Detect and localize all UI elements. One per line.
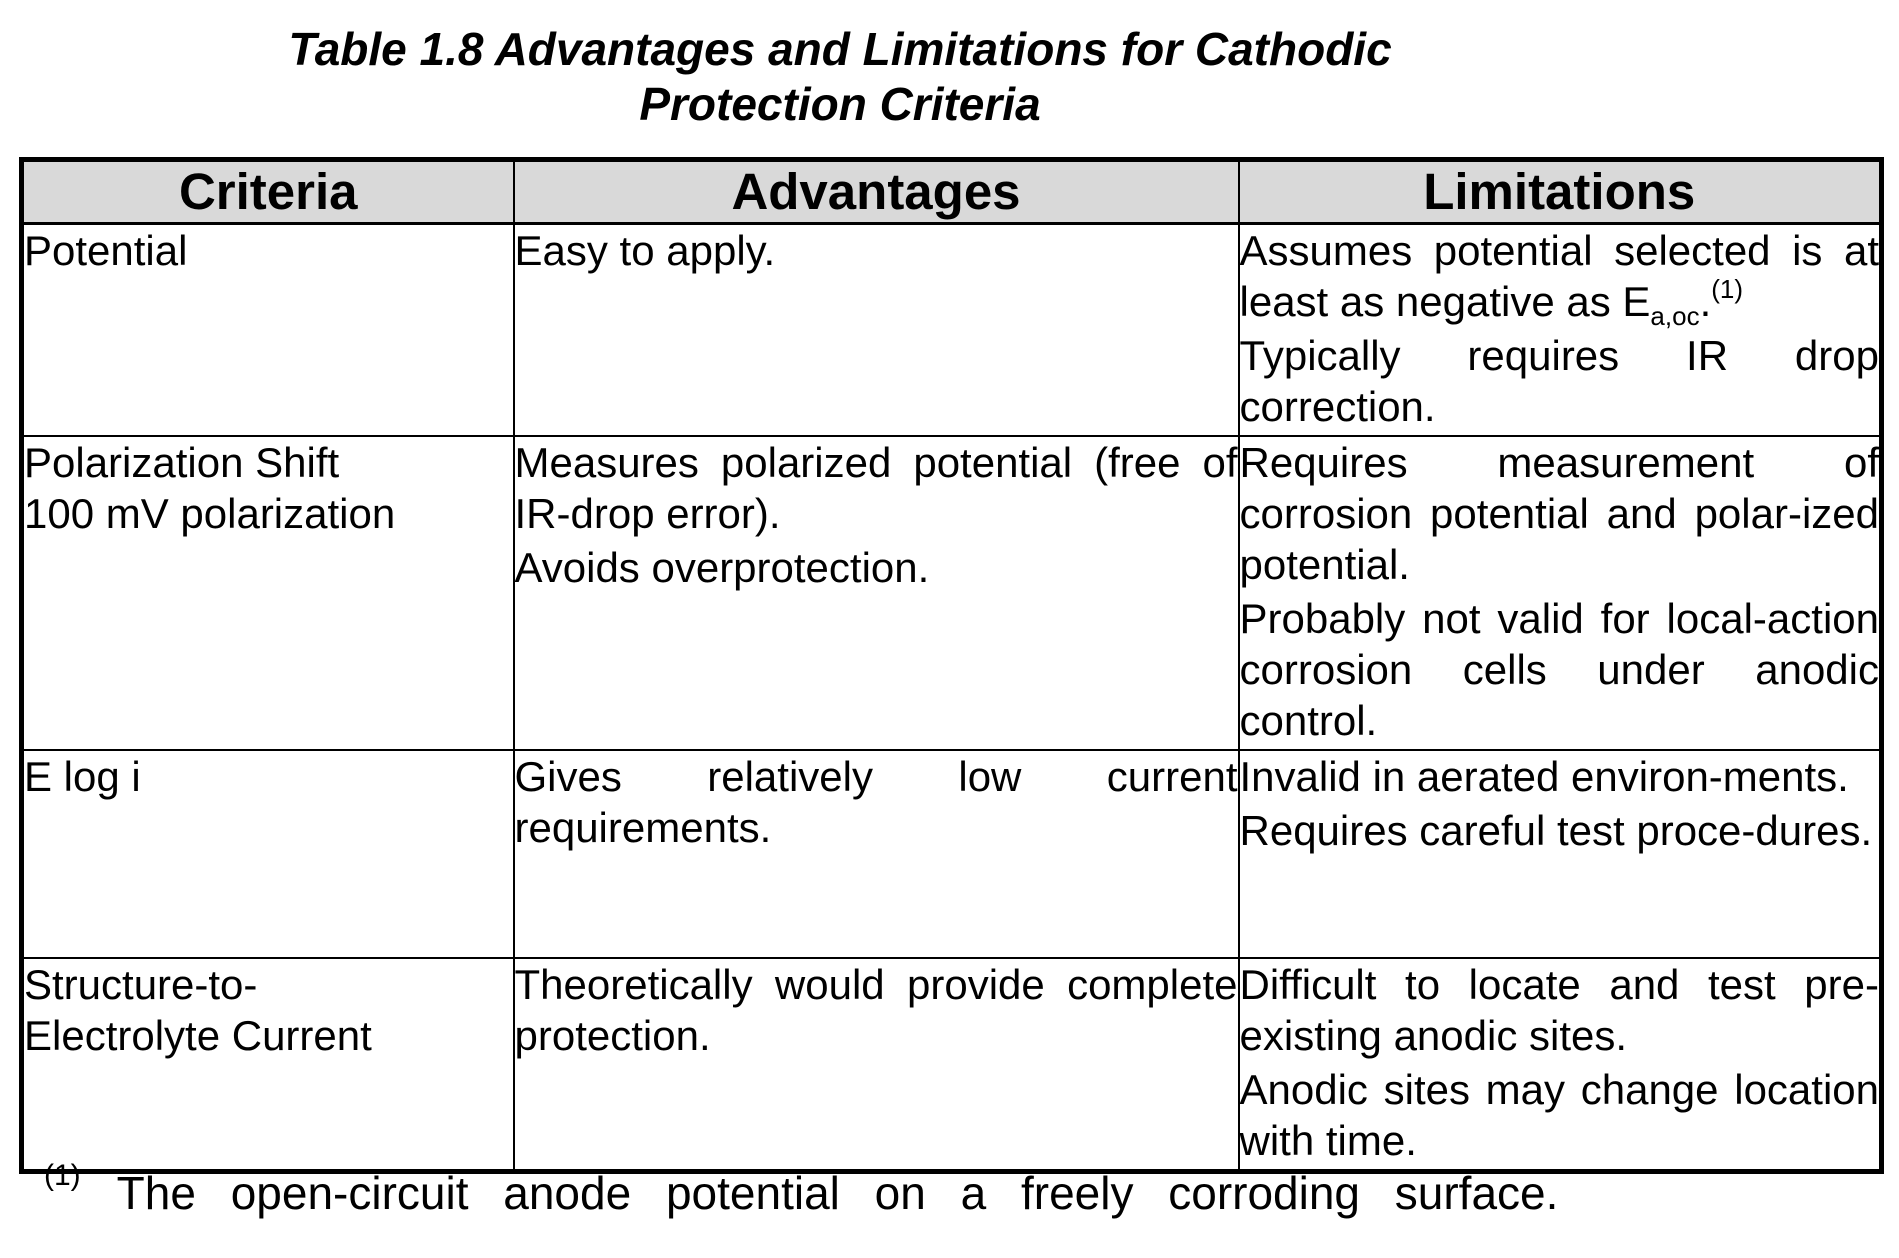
limitation-text xyxy=(1239,225,1880,331)
table-header-row xyxy=(22,160,1882,224)
limitations-cell xyxy=(1239,750,1882,958)
criteria-cell xyxy=(22,436,514,750)
criteria-cell xyxy=(22,750,514,958)
header-criteria: Criteria xyxy=(22,160,514,224)
table-title-line-2: Protection Criteria xyxy=(639,78,1041,130)
criteria-text: Structure-to- xyxy=(24,961,258,1008)
footnote-reference: (1) xyxy=(1711,274,1744,304)
limitation-text: Typically requires IR drop correction. xyxy=(1239,332,1879,430)
table-row-structure-to-electrolyte-current xyxy=(22,958,1882,1172)
limitation-text: Probably not valid for local-action corrosion cells under anodic control. xyxy=(1239,595,1879,744)
footnote-text: The open-circuit anode potential on a freely corroding surface. xyxy=(116,1167,1559,1219)
table-title-line-1: Table 1.8 Advantages and Limitations for Cathodic xyxy=(288,23,1392,75)
limitation-text: Anodic sites may change location with time. xyxy=(1239,1066,1879,1164)
limitation-text-period: . xyxy=(1699,278,1712,325)
criteria-text: Polarization Shift xyxy=(24,439,340,486)
table-row-e-log-i xyxy=(22,750,1882,958)
table-row-polarization-shift xyxy=(22,436,1882,750)
criteria-text: Potential xyxy=(24,227,188,274)
limitations-cell xyxy=(1239,224,1882,437)
subscript-aoc: a,oc xyxy=(1650,301,1700,331)
advantage-text: Measures polarized potential (free of IR-drop error). xyxy=(514,439,1238,537)
limitation-text: Requires measurement of corrosion potential and polar-ized potential. xyxy=(1239,439,1879,588)
criteria-cell xyxy=(22,958,514,1172)
criteria-text: 100 mV polarization xyxy=(24,490,396,537)
criteria-text: Electrolyte Current xyxy=(24,1012,372,1059)
advantages-cell xyxy=(514,224,1239,437)
limitation-text: Requires careful test proce-dures. xyxy=(1239,807,1873,854)
advantage-text: Easy to apply. xyxy=(514,227,776,274)
table-title xyxy=(0,22,1680,132)
limitation-text: Invalid in aerated environ-ments. xyxy=(1239,753,1849,800)
header-limitations: Limitations xyxy=(1239,160,1882,224)
advantages-cell xyxy=(514,436,1239,750)
limitations-cell xyxy=(1239,436,1882,750)
table-row-potential xyxy=(22,224,1882,437)
advantages-cell xyxy=(514,958,1239,1172)
limitation-text-main: Assumes potential selected is at least as negative as E xyxy=(1239,227,1879,325)
advantage-text: Avoids overprotection. xyxy=(514,544,930,591)
limitations-cell xyxy=(1239,958,1882,1172)
criteria-table xyxy=(19,157,1884,1174)
limitation-text: Difficult to locate and test pre-existing anodic sites. xyxy=(1239,961,1879,1059)
advantage-text: Gives relatively low current requirements. xyxy=(514,753,1238,851)
footnote-mark: (1) xyxy=(44,1159,81,1192)
advantages-cell xyxy=(514,750,1239,958)
advantage-text: Theoretically would provide complete protection. xyxy=(514,961,1238,1059)
footnote xyxy=(44,1159,1644,1227)
criteria-text: E log i xyxy=(24,753,141,800)
criteria-cell xyxy=(22,224,514,437)
header-advantages: Advantages xyxy=(514,160,1239,224)
